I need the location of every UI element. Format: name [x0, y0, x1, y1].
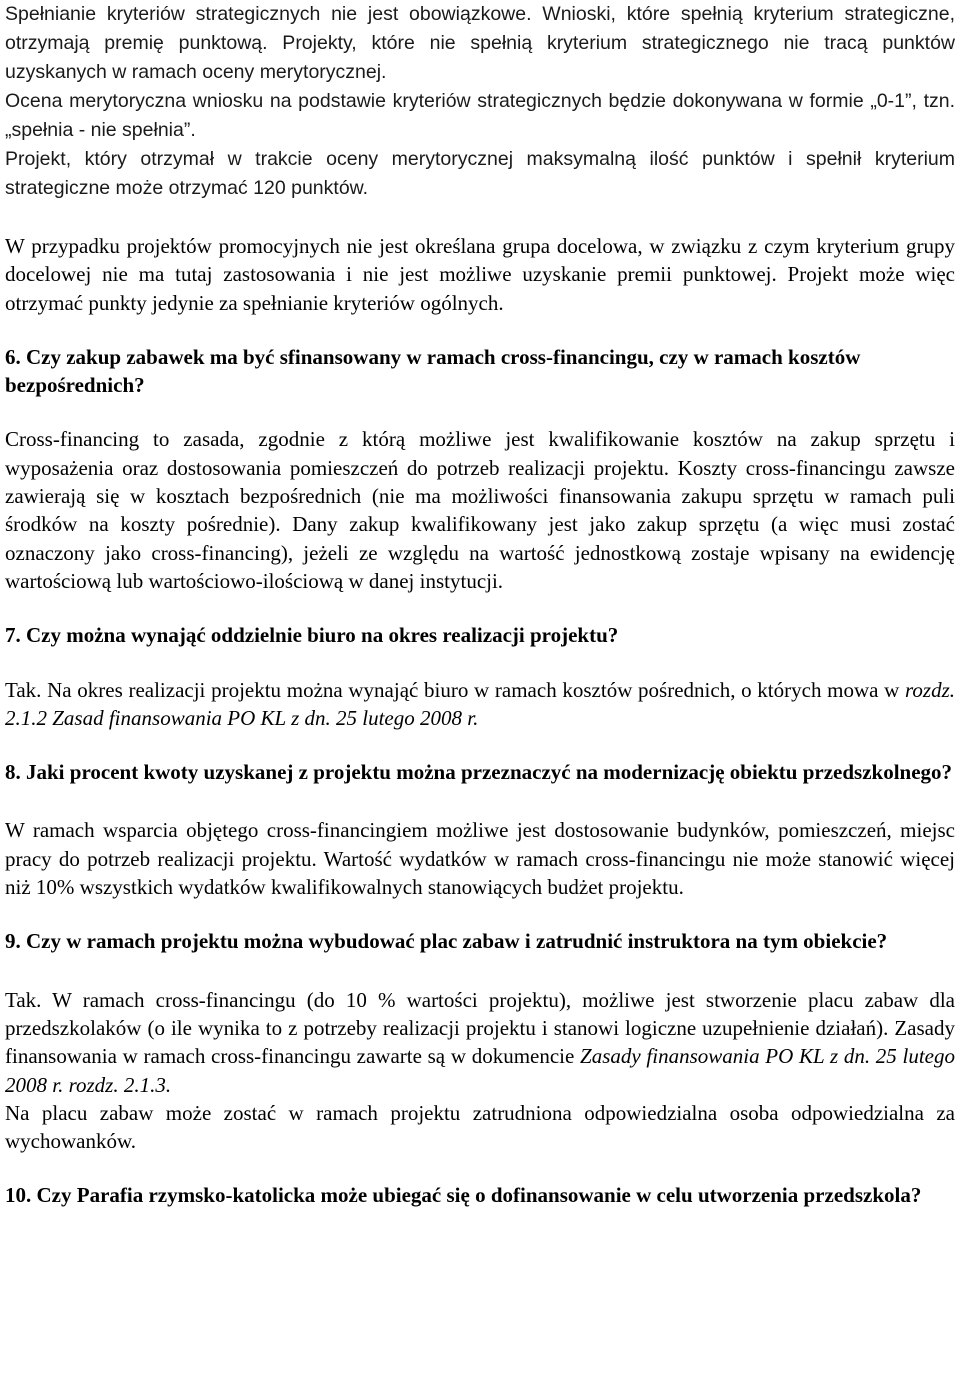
evaluation-format-paragraph: Ocena merytoryczna wniosku na podstawie kryteriów strategicznych będzie dokonywana w formie „0-1”, tzn. „spełnia - nie spełnia”. [5, 90, 955, 141]
answer-7-text: Tak. Na okres realizacji projektu można wynająć biuro w ramach kosztów pośrednich, o których mowa w [5, 677, 905, 702]
answer-7 [5, 676, 955, 733]
answer-9-continuation: Na placu zabaw może zostać w ramach projektu zatrudniona odpowiedzialna osoba odpowiedzialna za wychowanków. [5, 1100, 955, 1154]
question-9: 9. Czy w ramach projektu można wybudować plac zabaw i zatrudnić instruktora na tym obiekcie? [5, 929, 888, 954]
answer-8: W ramach wsparcia objętego cross-financingiem możliwe jest dostosowanie budynków, pomieszczeń, miejsc pracy do potrzeb realizacji projektu. Wartość wydatków w ramach cross-financingu nie może stanowić więcej niż 10% wszystkich wydatków kwalifikowalnych stanowiących budżet projektu. [5, 818, 955, 900]
question-7: 7. Czy można wynająć oddzielnie biuro na okres realizacji projektu? [5, 623, 619, 648]
question-10: 10. Czy Parafia rzymsko-katolicka może ubiegać się o dofinansowanie w celu utworzenia przedszkola? [5, 1183, 922, 1208]
document-page [5, 0, 955, 1210]
question-8: 8. Jaki procent kwoty uzyskanej z projektu można przeznaczyć na modernizację obiektu przedszkolnego? [5, 760, 953, 785]
answer-7-reference: rozdz. 2.1.2 Zasad finansowania PO KL z dn. 25 lutego 2008 r. [5, 677, 955, 730]
strategic-criteria-paragraph: Spełnianie kryteriów strategicznych nie jest obowiązkowe. Wnioski, które spełnią kryterium strategiczne, otrzymają premię punktową. Projekty, które nie spełnią kryterium strategicznego nie tracą punktów uzyskanych w ramach oceny merytorycznej. [5, 3, 955, 83]
answer-9-text: Tak. W ramach cross-financingu (do 10 % wartości projektu), możliwe jest stworzenie placu zabaw dla przedszkolaków (o ile wynika to z potrzeby realizacji projektu i stanowi logiczne uzupełnienie działań). Zasady finansowania w ramach cross-financingu zawarte są w dokumencie [5, 987, 955, 1069]
question-6: 6. Czy zakup zabawek ma być sfinansowany w ramach cross-financingu, czy w ramach kosztów bezpośrednich? [5, 344, 861, 398]
promotional-projects-paragraph: W przypadku projektów promocyjnych nie jest określana grupa docelowa, w związku z czym kryterium grupy docelowej nie ma tutaj zastosowania i nie jest możliwe uzyskanie premii punktowej. Projekt może więc otrzymać punkty jedynie za spełnianie kryteriów ogólnych. [5, 234, 955, 315]
answer-9-reference: Zasady finansowania PO KL z dn. 25 lutego 2008 r. rozdz. 2.1.3. [5, 1044, 955, 1097]
max-points-paragraph: Projekt, który otrzymał w trakcie oceny merytorycznej maksymalną ilość punktów i spełnił kryterium strategiczne może otrzymać 120 punktów. [5, 148, 955, 199]
answer-6: Cross-financing to zasada, zgodnie z którą możliwe jest kwalifikowanie kosztów na zakup sprzętu i wyposażenia oraz dostosowania pomieszczeń do potrzeb realizacji projektu. Koszty cross-financingu zawsze zawierają się w kosztach bezpośrednich (nie ma możliwości finansowania zakupu sprzętu w ramach puli środków na koszty pośrednie). Dany zakup kwalifikowany jest jako zakup sprzętu (a więc musi zostać oznaczony jako cross-financing), jeżeli ze względu na wartość jednostkową zostaje wpisany na ewidencję wartościową lub wartościowo-ilościową w danej instytucji. [5, 427, 955, 593]
answer-9 [5, 986, 955, 1099]
